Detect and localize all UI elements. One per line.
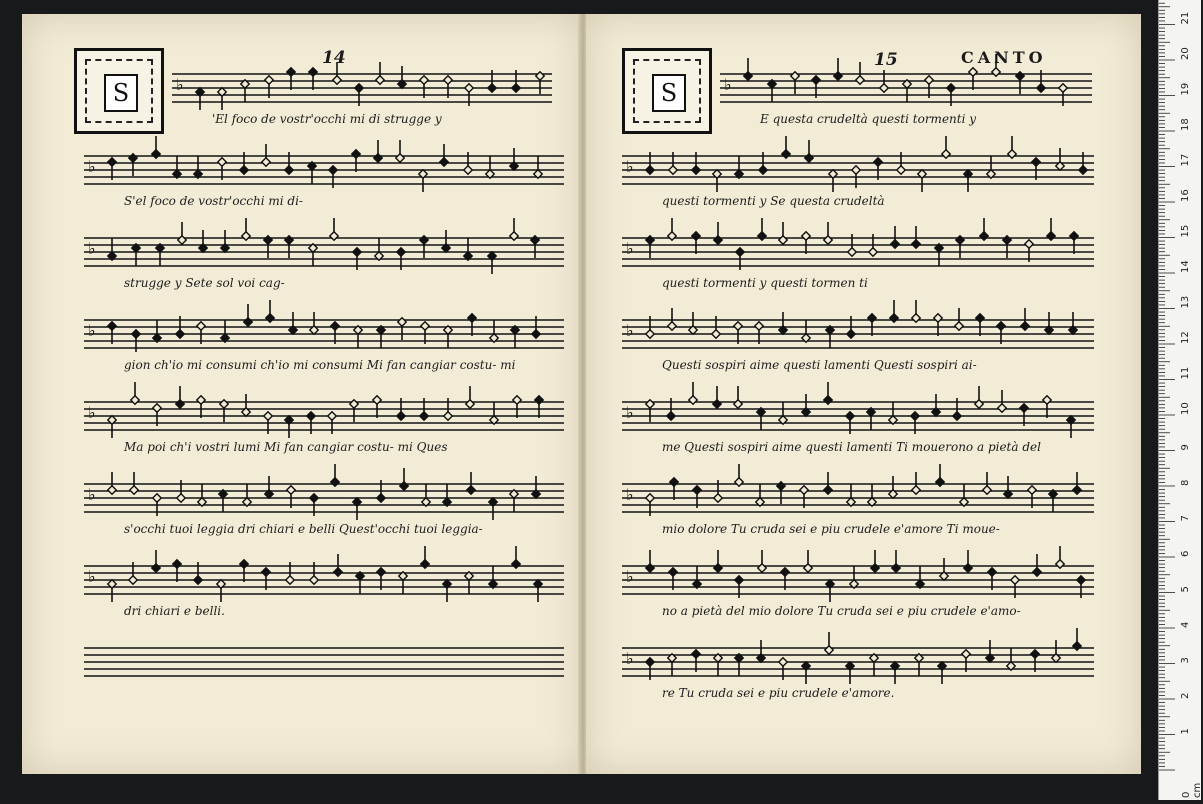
- note-head-icon: [646, 330, 654, 338]
- note-head-icon: [1016, 72, 1024, 80]
- note-head-icon: [1077, 576, 1085, 584]
- left-initial-ornament: [74, 48, 164, 134]
- note-head-icon: [998, 404, 1006, 412]
- note-head-icon: [980, 232, 988, 240]
- note-head-icon: [892, 564, 900, 572]
- ruler-mark-label: 19: [1180, 82, 1191, 96]
- note-head-icon: [1028, 486, 1036, 494]
- note-head-icon: [646, 564, 654, 572]
- left-page: [22, 14, 582, 774]
- note-head-icon: [400, 482, 408, 490]
- note-head-icon: [890, 314, 898, 322]
- note-head-icon: [266, 314, 274, 322]
- note-head-icon: [220, 400, 228, 408]
- flat-clef-icon: ♭: [88, 321, 96, 340]
- note-head-icon: [934, 314, 942, 322]
- note-head-icon: [668, 322, 676, 330]
- note-head-icon: [992, 68, 1000, 76]
- note-head-icon: [330, 232, 338, 240]
- note-head-icon: [264, 412, 272, 420]
- note-head-icon: [646, 400, 654, 408]
- note-head-icon: [420, 412, 428, 420]
- note-head-icon: [962, 650, 970, 658]
- note-head-icon: [331, 478, 339, 486]
- note-head-icon: [969, 68, 977, 76]
- note-head-icon: [130, 486, 138, 494]
- note-head-icon: [804, 564, 812, 572]
- note-head-icon: [891, 240, 899, 248]
- note-head-icon: [880, 84, 888, 92]
- note-head-icon: [869, 248, 877, 256]
- note-head-icon: [286, 576, 294, 584]
- note-head-icon: [714, 236, 722, 244]
- note-head-icon: [488, 84, 496, 92]
- note-head-icon: [421, 322, 429, 330]
- note-head-icon: [734, 400, 742, 408]
- note-head-icon: [173, 560, 181, 568]
- flat-clef-icon: ♭: [626, 157, 634, 176]
- note-head-icon: [108, 158, 116, 166]
- ruler-mark-label: 1: [1180, 728, 1191, 735]
- note-head-icon: [262, 568, 270, 576]
- flat-clef-icon: ♭: [626, 403, 634, 422]
- note-head-icon: [1032, 158, 1040, 166]
- note-head-icon: [1020, 404, 1028, 412]
- note-head-icon: [777, 482, 785, 490]
- left-initial-letter: S: [104, 74, 138, 112]
- note-head-icon: [444, 76, 452, 84]
- right-page: [586, 14, 1141, 774]
- note-head-icon: [510, 232, 518, 240]
- flat-clef-icon: ♭: [626, 321, 634, 340]
- note-head-icon: [374, 154, 382, 162]
- note-head-icon: [287, 486, 295, 494]
- note-head-icon: [692, 650, 700, 658]
- note-head-icon: [197, 322, 205, 330]
- ruler-mark-label: 4: [1180, 621, 1191, 628]
- lyrics-line: dri chiari e belli.: [124, 604, 225, 618]
- note-head-icon: [242, 232, 250, 240]
- note-head-icon: [329, 166, 337, 174]
- note-head-icon: [420, 76, 428, 84]
- note-head-icon: [956, 236, 964, 244]
- note-head-icon: [1037, 84, 1045, 92]
- note-head-icon: [714, 564, 722, 572]
- lyrics-line: E questa crudeltà questi tormenti y: [760, 112, 977, 126]
- note-head-icon: [976, 314, 984, 322]
- note-head-icon: [791, 72, 799, 80]
- note-head-icon: [670, 478, 678, 486]
- note-head-icon: [805, 154, 813, 162]
- ruler-mark-label: 17: [1180, 153, 1191, 167]
- note-head-icon: [758, 232, 766, 240]
- note-head-icon: [646, 166, 654, 174]
- flat-clef-icon: ♭: [88, 239, 96, 258]
- note-head-icon: [376, 76, 384, 84]
- flat-clef-icon: ♭: [724, 75, 732, 94]
- ruler-mark-label: 8: [1180, 479, 1191, 486]
- lyrics-line: Ma poi ch'i vostri lumi Mi fan cangiar costu- mi Ques: [124, 440, 448, 454]
- right-initial-ornament: [622, 48, 712, 134]
- ruler-ticks: [1159, 0, 1201, 800]
- ruler-mark-label: 12: [1180, 331, 1191, 344]
- note-head-icon: [240, 560, 248, 568]
- ruler-mark-label: 14: [1180, 260, 1191, 273]
- note-head-icon: [512, 84, 520, 92]
- note-head-icon: [847, 330, 855, 338]
- note-head-icon: [1031, 650, 1039, 658]
- note-head-icon: [353, 248, 361, 256]
- right-initial-letter: S: [652, 74, 686, 112]
- note-head-icon: [669, 568, 677, 576]
- note-head-icon: [512, 560, 520, 568]
- note-head-icon: [781, 568, 789, 576]
- ruler-mark-label: 13: [1180, 295, 1191, 309]
- note-head-icon: [1079, 166, 1087, 174]
- ruler-mark-label: 6: [1180, 550, 1191, 557]
- note-head-icon: [1056, 560, 1064, 568]
- note-head-icon: [440, 158, 448, 166]
- note-head-icon: [264, 236, 272, 244]
- note-head-icon: [262, 158, 270, 166]
- note-head-icon: [693, 486, 701, 494]
- note-head-icon: [265, 76, 273, 84]
- note-head-icon: [925, 76, 933, 84]
- note-head-icon: [846, 412, 854, 420]
- note-head-icon: [897, 166, 905, 174]
- note-head-icon: [397, 412, 405, 420]
- lyrics-line: 'El foco de vostr'occhi mi di strugge y: [212, 112, 442, 126]
- ruler-mark-label: 18: [1180, 118, 1191, 131]
- note-head-icon: [176, 400, 184, 408]
- note-head-icon: [129, 576, 137, 584]
- note-head-icon: [868, 314, 876, 322]
- ruler-mark-label: 16: [1180, 189, 1191, 202]
- note-head-icon: [874, 158, 882, 166]
- note-head-icon: [194, 576, 202, 584]
- note-head-icon: [108, 322, 116, 330]
- note-head-icon: [713, 400, 721, 408]
- note-head-icon: [153, 494, 161, 502]
- note-head-icon: [310, 494, 318, 502]
- note-head-icon: [1011, 576, 1019, 584]
- measurement-ruler: [1158, 0, 1201, 800]
- note-head-icon: [812, 76, 820, 84]
- note-head-icon: [310, 576, 318, 584]
- note-head-icon: [1059, 84, 1067, 92]
- note-head-icon: [988, 568, 996, 576]
- lyrics-line: me Questi sospiri aime questi lamenti Ti mouerono a pietà del: [662, 440, 1041, 454]
- note-head-icon: [307, 412, 315, 420]
- note-head-icon: [397, 248, 405, 256]
- note-head-icon: [240, 166, 248, 174]
- flat-clef-icon: ♭: [88, 485, 96, 504]
- note-head-icon: [1073, 642, 1081, 650]
- note-head-icon: [735, 478, 743, 486]
- note-head-icon: [467, 486, 475, 494]
- note-head-icon: [131, 396, 139, 404]
- lyrics-line: strugge y Sete sol voi cag-: [124, 276, 285, 290]
- note-head-icon: [513, 396, 521, 404]
- note-head-icon: [287, 68, 295, 76]
- note-head-icon: [197, 396, 205, 404]
- note-head-icon: [848, 248, 856, 256]
- note-head-icon: [744, 72, 752, 80]
- flat-clef-icon: ♭: [176, 75, 184, 94]
- note-head-icon: [947, 84, 955, 92]
- note-head-icon: [1003, 236, 1011, 244]
- note-head-icon: [692, 232, 700, 240]
- note-head-icon: [852, 166, 860, 174]
- flat-clef-icon: ♭: [88, 567, 96, 586]
- note-head-icon: [736, 248, 744, 256]
- note-head-icon: [692, 166, 700, 174]
- lyrics-line: re Tu cruda sei e piu crudele e'amore.: [662, 686, 895, 700]
- note-head-icon: [714, 494, 722, 502]
- ruler-mark-label: 7: [1180, 515, 1191, 522]
- note-head-icon: [964, 564, 972, 572]
- lyrics-line: Questi sospiri aime questi lamenti Questi sospiri ai-: [662, 358, 977, 372]
- note-head-icon: [108, 486, 116, 494]
- note-head-icon: [152, 564, 160, 572]
- voice-label: CANTO: [961, 48, 1047, 67]
- note-head-icon: [942, 150, 950, 158]
- note-head-icon: [825, 646, 833, 654]
- note-head-icon: [377, 494, 385, 502]
- note-head-icon: [352, 150, 360, 158]
- ruler-mark-label: 2: [1180, 692, 1191, 699]
- note-head-icon: [759, 166, 767, 174]
- note-head-icon: [464, 166, 472, 174]
- note-head-icon: [646, 658, 654, 666]
- note-head-icon: [176, 330, 184, 338]
- note-head-icon: [309, 68, 317, 76]
- note-head-icon: [334, 568, 342, 576]
- note-head-icon: [465, 84, 473, 92]
- note-head-icon: [712, 330, 720, 338]
- note-head-icon: [536, 72, 544, 80]
- note-head-icon: [132, 330, 140, 338]
- note-head-icon: [532, 330, 540, 338]
- note-head-icon: [1070, 232, 1078, 240]
- note-head-icon: [1021, 322, 1029, 330]
- note-head-icon: [953, 412, 961, 420]
- note-head-icon: [1073, 486, 1081, 494]
- note-head-icon: [531, 236, 539, 244]
- note-head-icon: [800, 486, 808, 494]
- note-head-icon: [646, 236, 654, 244]
- note-head-icon: [333, 76, 341, 84]
- lyrics-line: s'occhi tuoi leggia dri chiari e belli Quest'occhi tuoi leggia-: [124, 522, 483, 536]
- lyrics-line: gion ch'io mi consumi ch'io mi consumi Mi fan cangiar costu- mi: [124, 358, 516, 372]
- note-head-icon: [755, 322, 763, 330]
- note-head-icon: [355, 84, 363, 92]
- note-head-icon: [667, 412, 675, 420]
- note-head-icon: [244, 318, 252, 326]
- note-head-icon: [468, 314, 476, 322]
- note-head-icon: [936, 478, 944, 486]
- note-head-icon: [373, 396, 381, 404]
- note-head-icon: [856, 76, 864, 84]
- ruler-mark-label: 15: [1180, 224, 1191, 238]
- note-head-icon: [669, 166, 677, 174]
- lyrics-line: S'el foco de vostr'occhi mi di-: [124, 194, 303, 208]
- note-head-icon: [350, 400, 358, 408]
- note-head-icon: [1043, 396, 1051, 404]
- note-head-icon: [735, 576, 743, 584]
- flat-clef-icon: ♭: [626, 649, 634, 668]
- lyrics-line: no a pietà del mio dolore Tu cruda sei e piu crudele e'amo-: [662, 604, 1021, 618]
- lyrics-line: mio dolore Tu cruda sei e piu crudele e'amore Ti moue-: [662, 522, 1000, 536]
- lyrics-line: questi tormenti y questi tormen ti: [662, 276, 868, 290]
- note-head-icon: [177, 494, 185, 502]
- note-head-icon: [396, 154, 404, 162]
- note-head-icon: [975, 400, 983, 408]
- note-head-icon: [153, 404, 161, 412]
- note-head-icon: [218, 158, 226, 166]
- note-head-icon: [779, 658, 787, 666]
- note-head-icon: [377, 568, 385, 576]
- right-page-number: 15: [874, 50, 898, 70]
- note-head-icon: [912, 486, 920, 494]
- left-page-number: 14: [322, 48, 346, 68]
- note-head-icon: [420, 236, 428, 244]
- lyrics-line: questi tormenti y Se questa crudeltà: [662, 194, 885, 208]
- note-head-icon: [1047, 232, 1055, 240]
- note-head-icon: [1025, 240, 1033, 248]
- note-head-icon: [646, 494, 654, 502]
- ruler-unit-label: 0 cm: [1181, 782, 1203, 798]
- note-head-icon: [834, 72, 842, 80]
- note-head-icon: [1008, 150, 1016, 158]
- note-head-icon: [689, 396, 697, 404]
- note-head-icon: [912, 314, 920, 322]
- ruler-mark-label: 21: [1180, 11, 1191, 25]
- note-head-icon: [398, 318, 406, 326]
- flat-clef-icon: ♭: [626, 485, 634, 504]
- ruler-mark-label: 5: [1180, 586, 1191, 593]
- note-head-icon: [983, 486, 991, 494]
- note-head-icon: [535, 396, 543, 404]
- note-head-icon: [331, 322, 339, 330]
- note-head-icon: [444, 412, 452, 420]
- flat-clef-icon: ♭: [626, 567, 634, 586]
- note-head-icon: [328, 412, 336, 420]
- note-head-icon: [824, 486, 832, 494]
- note-head-icon: [1033, 568, 1041, 576]
- note-head-icon: [129, 154, 137, 162]
- note-head-icon: [782, 150, 790, 158]
- note-head-icon: [802, 232, 810, 240]
- note-head-icon: [997, 322, 1005, 330]
- note-head-icon: [178, 236, 186, 244]
- note-head-icon: [734, 322, 742, 330]
- ruler-mark-label: 20: [1180, 47, 1191, 60]
- note-head-icon: [955, 322, 963, 330]
- note-head-icon: [466, 400, 474, 408]
- note-head-icon: [152, 150, 160, 158]
- note-head-icon: [912, 240, 920, 248]
- note-head-icon: [421, 560, 429, 568]
- ruler-mark-label: 3: [1180, 657, 1191, 664]
- note-head-icon: [871, 564, 879, 572]
- note-head-icon: [668, 232, 676, 240]
- note-head-icon: [911, 412, 919, 420]
- note-head-icon: [285, 236, 293, 244]
- note-head-icon: [285, 166, 293, 174]
- note-head-icon: [779, 236, 787, 244]
- ruler-mark-label: 11: [1180, 366, 1191, 380]
- note-head-icon: [758, 564, 766, 572]
- ruler-mark-label: 9: [1180, 444, 1191, 451]
- flat-clef-icon: ♭: [88, 157, 96, 176]
- ruler-mark-label: 10: [1180, 402, 1191, 415]
- flat-clef-icon: ♭: [88, 403, 96, 422]
- flat-clef-icon: ♭: [626, 239, 634, 258]
- note-head-icon: [824, 396, 832, 404]
- note-head-icon: [824, 236, 832, 244]
- music-staff: [84, 636, 564, 696]
